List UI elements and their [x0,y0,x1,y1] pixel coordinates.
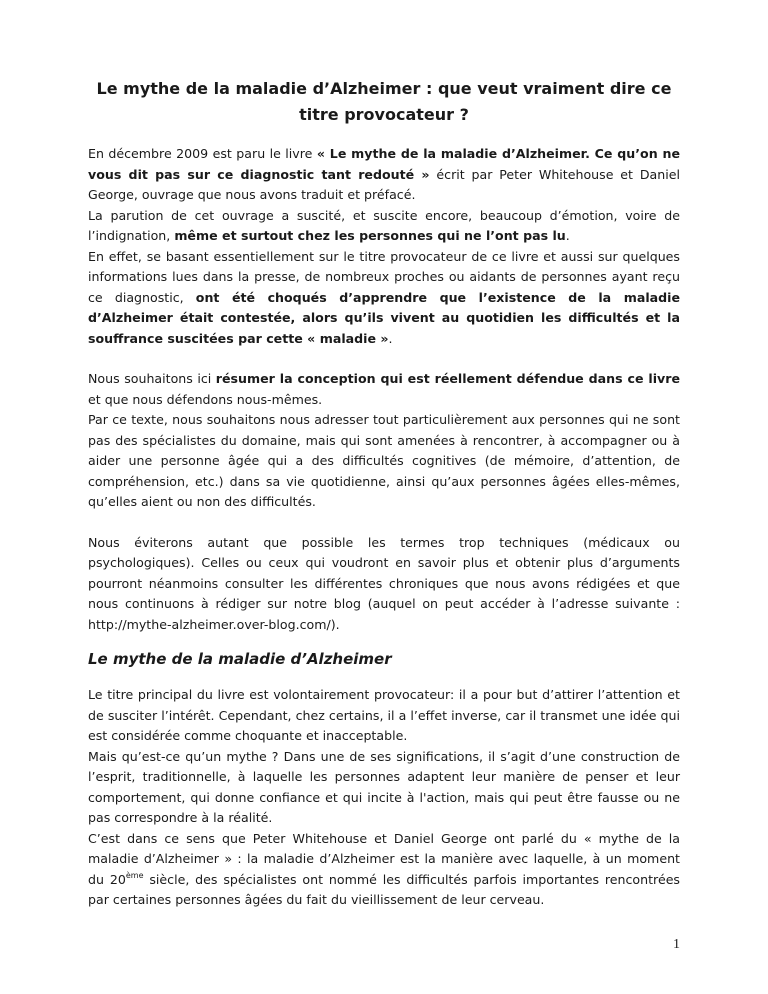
intro-paragraph-1 [88,144,680,206]
intro-paragraph-2 [88,206,680,247]
text-span: . [565,228,570,243]
myth-paragraph-2: Mais qu’est-ce qu’un mythe ? Dans une de ses significations, il s’agit d’une construction de l’esprit, traditionnelle, à laquelle les personnes adaptent leur manière de penser et leur comportement, qui donne confiance et qui incite à l'action, mais qui peut être fausse ou ne pas correspondre à la réalité. [88,748,680,825]
paragraph-gap [88,349,680,369]
technical-terms-paragraph: Nous éviterons autant que possible les termes trop techniques (médicaux ou psychologiques). Celles ou ceux qui voudront en savoir plus et obtenir plus d’arguments pourront néanmoins consulter les différentes chroniques que nous avons rédigées et que nous continuons à rédiger sur notre blog (auquel on peut accéder à l’adresse suivante : http://mythe-alzheimer.over-blog.com/). [88,534,680,632]
text-span: C’est dans ce sens que Peter Whitehouse et Daniel George ont parlé du « mythe de la maladie d’Alzheimer » : la maladie d’Alzheimer est la manière avec laquelle, à un moment du 20 [88,830,680,887]
text-span: et que nous défendons nous-mêmes. [88,391,323,407]
paragraph-gap [88,513,680,533]
text-span: écrit par Peter Whitehouse et Daniel George, ouvrage que nous avons traduit et préfacé. [88,166,680,202]
text-span: En effet, se basant essentiellement sur le titre provocateur de ce livre et aussi sur quelques informations lues dans la presse, de nombreux proches ou aidants de personnes ayant reçu ce diagnostic, [88,248,680,305]
page-number: 1 [673,937,680,952]
emphasis-bold: ont été choqués d’apprendre que l’existence de la maladie d’Alzheimer était contestée, alors qu’ils vivent au quotidien les difficultés et la souffrance suscitées par cette « maladie » [88,289,681,346]
emphasis-bold: même et surtout chez les personnes qui ne l’ont pas lu [174,228,566,243]
myth-paragraph-1: Le titre principal du livre est volontairement provocateur: il a pour but d’attirer l’attention et de susciter l’intérêt. Cependant, chez certains, il a l’effet inverse, car il transmet une idée qui est considérée comme choquante et inacceptable. [88,687,680,743]
superscript: ème [125,870,144,880]
document-body [88,76,680,911]
myth-paragraph-3 [88,829,680,911]
summary-paragraph-1 [88,369,680,410]
text-span: siècle, des spécialistes ont nommé les difficultés parfois importantes rencontrées par certaines personnes âgées du fait du vieillissement de leur cerveau. [88,871,680,907]
text-span: En décembre 2009 est paru le livre [88,146,317,161]
summary-paragraph-2: Par ce texte, nous souhaitons nous adresser tout particulièrement aux personnes qui ne sont pas des spécialistes du domaine, mais qui sont amenées à rencontrer, à accompagner ou à aider une personne âgée qui a des difficultés cognitives (de mémoire, d’attention, de compréhension, etc.) dans sa vie quotidienne, ainsi qu’aux personnes âgées elles-mêmes, qu’elles aient ou non des difficultés. [88,412,680,509]
emphasis-bold: résumer la conception qui est réellement défendue dans ce livre [215,371,680,386]
book-title-bold: « Le mythe de la maladie d’Alzheimer. Ce qu’on ne vous dit pas sur ce diagnostic tant redouté » [88,146,680,182]
intro-paragraph-3 [88,247,680,350]
text-span: . [388,330,393,346]
section-heading: Le mythe de la maladie d’Alzheimer [88,650,392,668]
text-span: Nous souhaitons ici [88,371,216,386]
document-title: Le mythe de la maladie d’Alzheimer : que veut vraiment dire ce titre provocateur ? [96,79,672,124]
text-span: La parution de cet ouvrage a suscité, et suscite encore, beaucoup d’émotion, voire de l’indignation, [88,207,680,243]
